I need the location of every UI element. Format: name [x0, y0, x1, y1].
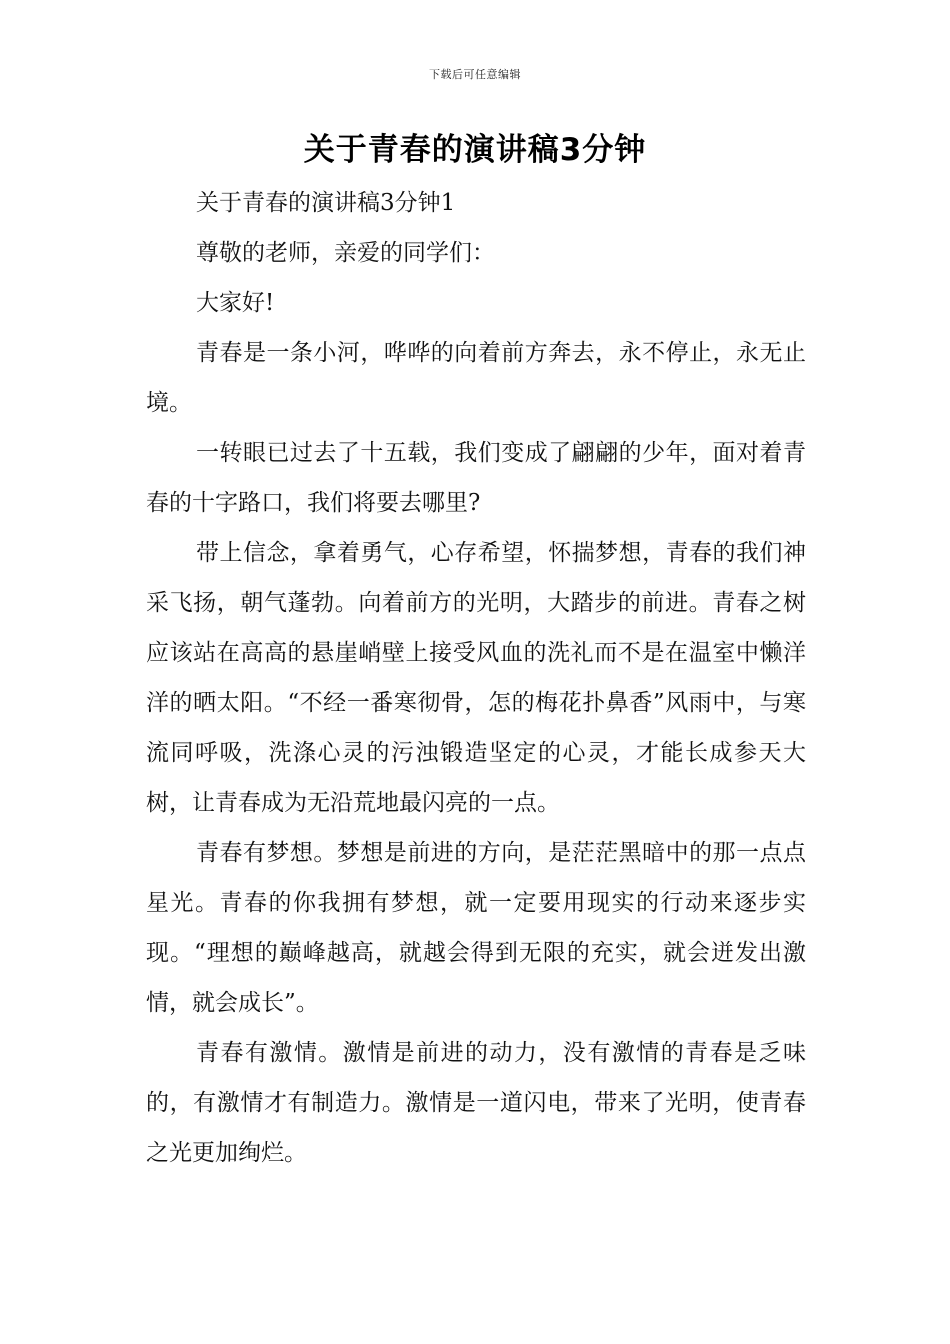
- paragraph-greeting: 大家好!: [196, 290, 275, 316]
- paragraph: 青春有激情。激情是前进的动力，没有激情的青春是乏味的，有激情才有制造力。激情是一道闪电，带来了光明，使青春之光更加绚烂。: [146, 1040, 806, 1166]
- paragraph: 一转眼已过去了十五载，我们变成了翩翩的少年，面对着青春的十字路口，我们将要去哪里?: [146, 440, 806, 516]
- paragraph: 青春是一条小河，哗哗的向着前方奔去，永不停止，永无止境。: [146, 340, 806, 416]
- paragraph-subtitle: 关于青春的演讲稿3分钟1: [196, 190, 456, 216]
- header-note: 下载后可任意编辑: [429, 68, 521, 81]
- paragraph-salutation: 尊敬的老师，亲爱的同学们：: [196, 240, 495, 266]
- paragraph: 青春有梦想。梦想是前进的方向，是茫茫黑暗中的那一点点星光。青春的你我拥有梦想，就一定要用现实的行动来逐步实现。“理想的巅峰越高，就越会得到无限的充实，就会迸发出激情，就会成长”。: [146, 840, 806, 1016]
- document-title: 关于青春的演讲稿3分钟: [303, 132, 647, 168]
- document-body: [146, 178, 806, 1178]
- paragraph: 带上信念，拿着勇气，心存希望，怀揣梦想，青春的我们神采飞扬，朝气蓬勃。向着前方的光明，大踏步的前进。青春之树应该站在高高的悬崖峭壁上接受风血的洗礼而不是在温室中懒洋洋的晒太阳。“不经一番寒彻骨，怎的梅花扑鼻香”风雨中，与寒流同呼吸，洗涤心灵的污浊锻造坚定的心灵，才能长成参天大树，让青春成为无沿荒地最闪亮的一点。: [146, 540, 806, 816]
